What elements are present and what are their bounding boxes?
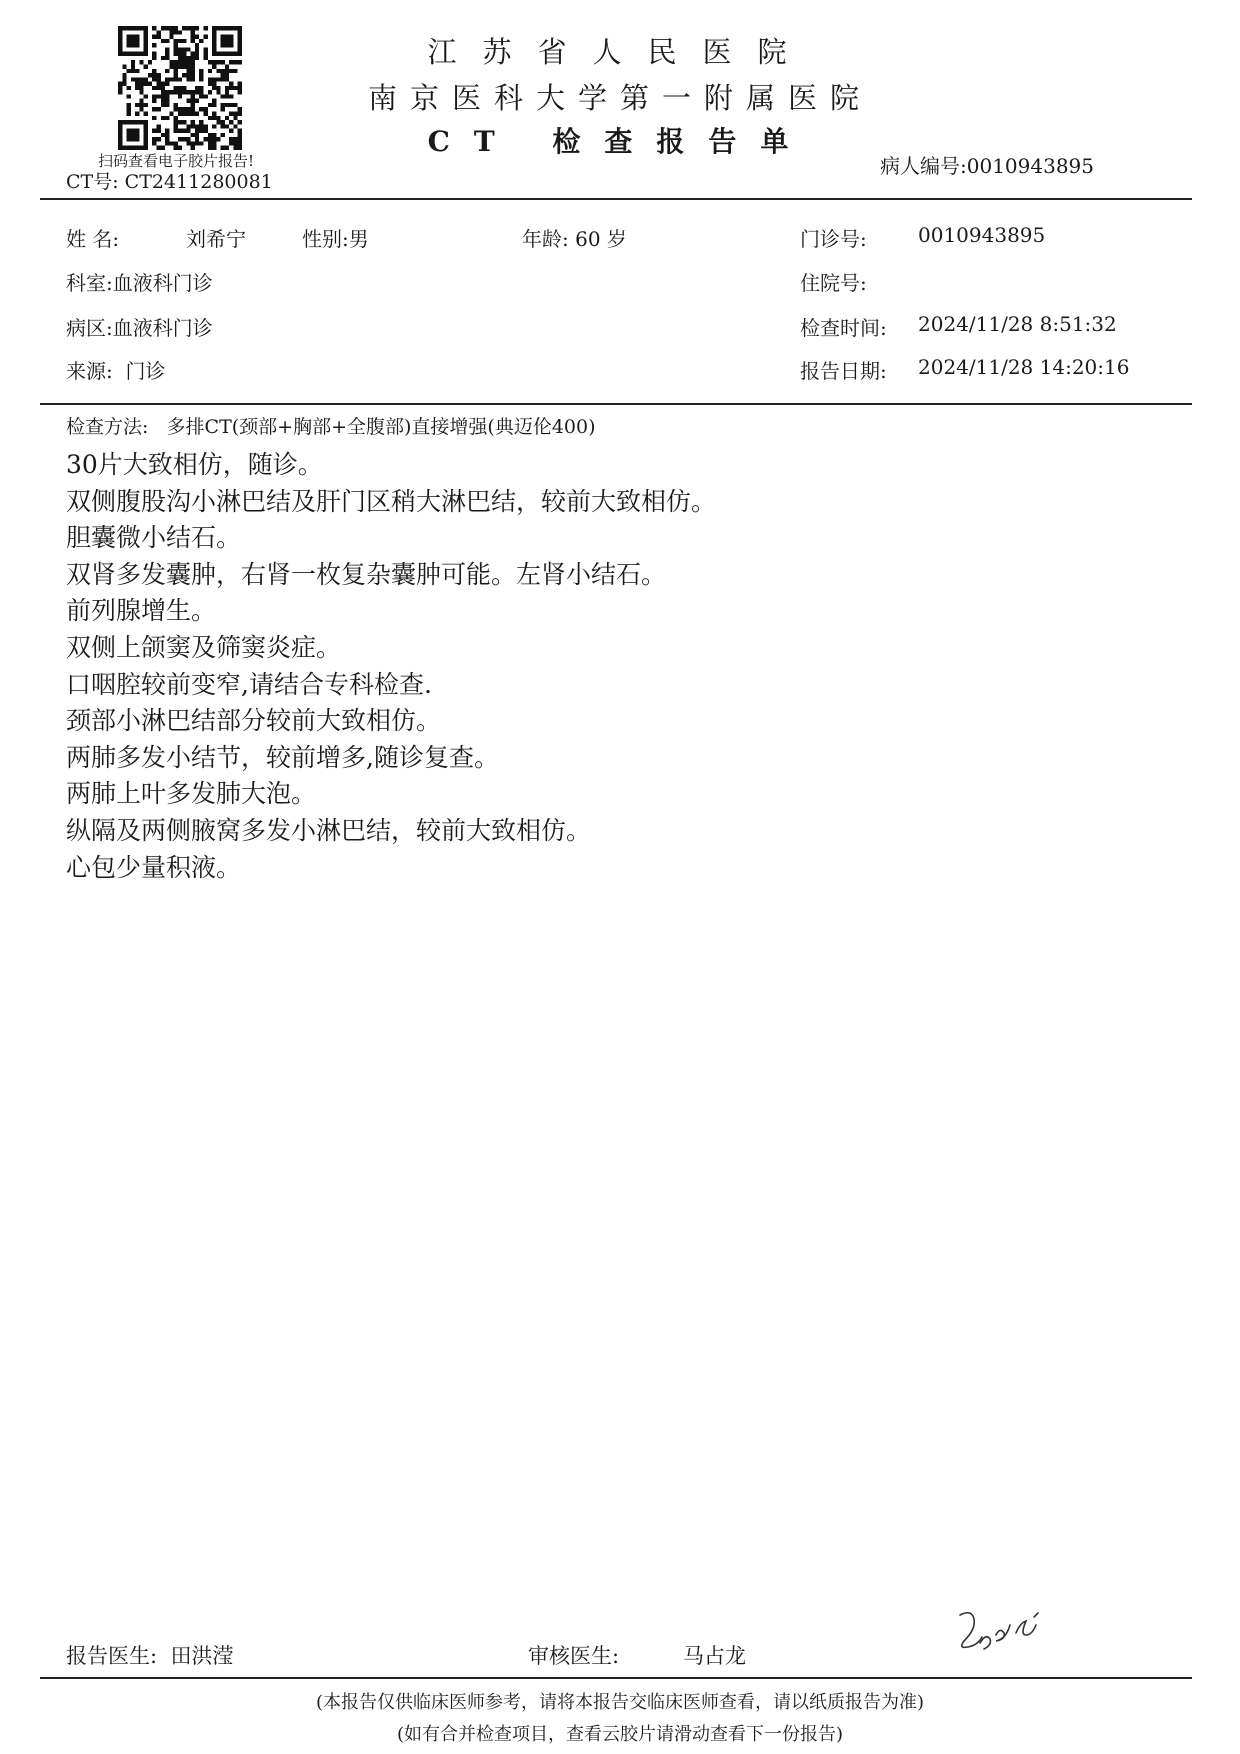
report-date-value: 2024/11/28 14:20:16 [918, 355, 1130, 379]
finding-item: 口咽腔较前变窄,请结合专科检查. [66, 669, 432, 699]
source-label: 来源: [66, 359, 113, 383]
finding-item: 纵隔及两侧腋窝多发小淋巴结，较前大致相仿。 [66, 815, 592, 845]
finding-item: 心包少量积液。 [66, 852, 242, 882]
ct-number-value: CT2411280081 [124, 171, 273, 193]
finding-item: 30片大致相仿，随诊。 [66, 450, 323, 479]
patient-number [880, 150, 1094, 179]
findings-list [66, 447, 716, 886]
hospital-subname: 南京医科大学第一附属医院 [367, 81, 872, 115]
report-date-label: 报告日期: [800, 359, 887, 383]
finding-item: 双侧腹股沟小淋巴结及肝门区稍大淋巴结，较前大致相仿。 [66, 486, 717, 516]
review-doctor [528, 1640, 619, 1670]
qr-caption: 扫码查看电子胶片报告! [98, 152, 255, 170]
divider [40, 198, 1192, 200]
dept-label: 科室: [66, 271, 113, 295]
sex-field [302, 223, 369, 252]
age-field [522, 223, 627, 252]
inpatient-no-label: 住院号: [800, 271, 867, 295]
name-value: 刘希宁 [186, 227, 246, 251]
report-doctor-label: 报告医生: [66, 1644, 158, 1668]
finding-item: 双肾多发囊肿，右肾一枚复杂囊肿可能。左肾小结石。 [66, 559, 667, 589]
finding-item: 双侧上颌窦及筛窦炎症。 [66, 632, 342, 662]
divider [40, 1677, 1192, 1679]
exam-method [66, 412, 596, 439]
finding-item: 前列腺增生。 [66, 596, 217, 626]
finding-item: 两肺上叶多发肺大泡。 [66, 779, 317, 809]
sex-label: 性别: [302, 227, 349, 251]
finding-item: 两肺多发小结节，较前增多,随诊复查。 [66, 742, 499, 772]
ct-number [66, 167, 273, 194]
exam-method-value: 多排CT(颈部+胸部+全腹部)直接增强(典迈伦400) [166, 416, 596, 438]
dept-field [66, 267, 213, 296]
divider [40, 403, 1192, 405]
patient-number-label: 病人编号: [880, 154, 967, 178]
hospital-name: 江苏省人民医院 [427, 35, 813, 69]
review-doctor-value: 马占龙 [683, 1644, 746, 1668]
name-label: 姓 名: [66, 227, 120, 251]
ct-number-label: CT号: [66, 171, 119, 193]
outpatient-no-label: 门诊号: [800, 227, 867, 251]
ward-label: 病区: [66, 316, 113, 340]
finding-item: 颈部小淋巴结部分较前大致相仿。 [66, 706, 442, 736]
age-value: 60 岁 [575, 227, 627, 251]
finding-item: 胆囊微小结石。 [66, 523, 242, 553]
report-title: CT 检查报告单 [427, 125, 813, 158]
sex-value: 男 [348, 227, 369, 251]
age-label: 年龄: [522, 227, 569, 251]
source-field [66, 355, 165, 384]
exam-time-value: 2024/11/28 8:51:32 [918, 312, 1117, 336]
footer-note: (本报告仅供临床医师参考，请将本报告交临床医师查看，请以纸质报告为准) [315, 1692, 925, 1713]
source-value: 门诊 [125, 359, 166, 383]
exam-method-label: 检查方法: [66, 416, 149, 438]
ward-value: 血液科门诊 [112, 316, 213, 340]
footer-note: (如有合并检查项目，查看云胶片请滑动查看下一份报告) [396, 1724, 844, 1745]
inpatient-no-field [800, 267, 867, 296]
exam-time-label: 检查时间: [800, 316, 887, 340]
outpatient-no-value: 0010943895 [918, 223, 1046, 247]
review-doctor-label: 审核医生: [528, 1644, 620, 1668]
dept-value: 血液科门诊 [112, 271, 213, 295]
ward-field [66, 312, 213, 341]
handwritten-signature-icon [950, 1605, 1050, 1661]
patient-number-value: 0010943895 [966, 154, 1094, 178]
report-doctor [66, 1640, 233, 1670]
report-doctor-value: 田洪滢 [170, 1644, 234, 1668]
